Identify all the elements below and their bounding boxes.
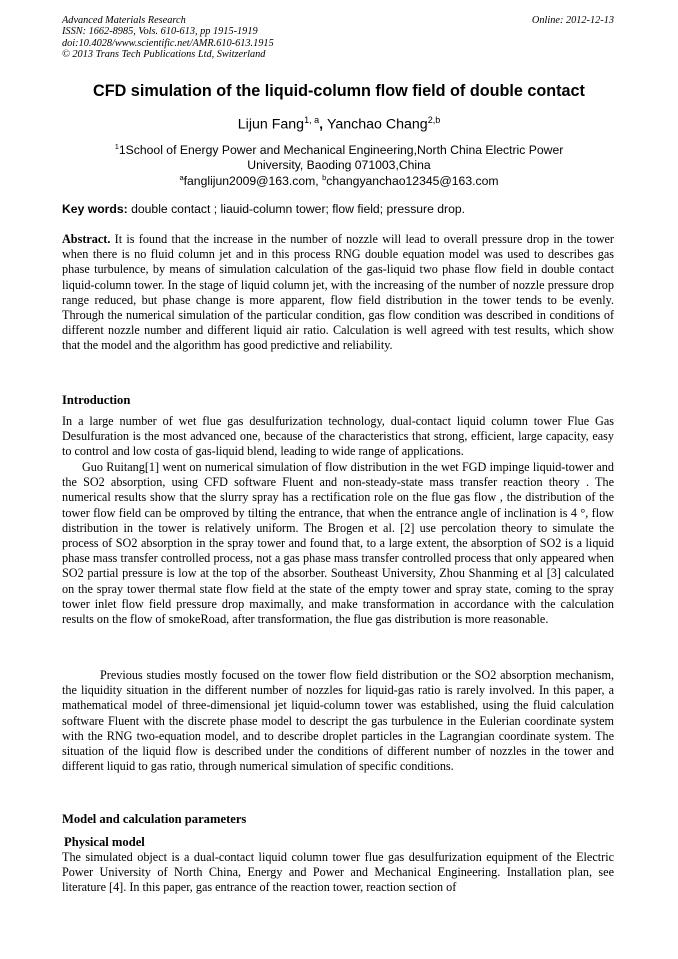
abstract-text: It is found that the increase in the number of nozzle will lead to overall pressure drop in the tower when there is no fluid column jet and in this process RNG double equation model was used to describes gas phase turbulence, by means of simulation calculation of the gas-liquid two phase flow field in double contact liquid-column tower. In the stage of liquid column jet, with the increasing of the number of nozzle pressure drop range reduced, but phase change is more apparent, flow field distribution in the tower tends to be evenly. Through the numerical simulation of the particular condition, gas flow condition was described in conditions of different nozzle number and different liquid air ratio. Calculation is well agreed with test results, which show that the model and the algorithm has good predictive and reliability. bbox=[62, 232, 614, 353]
author-affil-marker: 2,b bbox=[427, 115, 441, 125]
journal-name: Advanced Materials Research bbox=[62, 15, 186, 26]
section-heading: Introduction bbox=[62, 393, 131, 407]
email-link[interactable]: fanglijun2009@163.com bbox=[183, 174, 316, 189]
author-line bbox=[0, 115, 678, 133]
body-paragraph: Guo Ruitang[1] went on numerical simulation of flow distribution in the wet FGD impinge liquid-tower and the SO2 absorption, using CFD software Fluent and non-steady-state mass transfer reaction theory . The numerical results show that the slurry spray has a rectification role on the flue gas flow , the distribution of the tower flow field can be omproved by tilting the entrance, that when the entrance angle of inclination is 4 °, flow distribution in the tower is relatively uniform. The Brogen et al. [2] use percolation theory to simulate the process of SO2 absorption in the spray tower and found that, to a large extent, the absorption of SO2 is a liquid phase mass transfer controlled process, not a gas phase mass transfer controlled process that only appeared when SO2 partial pressure is low at the top of the absorber. Southeast University, Zhou Shanming et al [3] calculated on the spray tower thermal state flow field at the state of the empty tower and spray state, coming to the spray tower inlet flow field pressure drop maximally, and make transformation in accordance with the calculation results on the flow of smokeRoad, after transformation, the flue gas distribution is more reasonable. bbox=[62, 460, 614, 627]
issn-line: ISSN: 1662-8985, Vols. 610-613, pp 1915-1919 bbox=[62, 26, 258, 38]
author-affil-marker: 1, a bbox=[304, 115, 320, 125]
body-paragraph: In a large number of wet flue gas desulfurization technology, dual-contact liquid column tower Flue Gas Desulfuration is the most advanced one, because of the characteristics that strong, efficient, large capacity, easy to control and low costa of gas-liquid blend, leading to wide range of applications. bbox=[62, 414, 614, 459]
keywords-text: double contact ; liauid-column tower; flow field; pressure drop. bbox=[127, 202, 466, 216]
email-marker: a bbox=[179, 173, 184, 182]
author-name: Yanchao Chang bbox=[326, 116, 428, 133]
author-name: Lijun Fang bbox=[237, 116, 305, 133]
keywords bbox=[62, 202, 622, 216]
abstract bbox=[62, 232, 614, 354]
journal-header bbox=[62, 15, 274, 61]
abstract-label: Abstract. bbox=[62, 232, 111, 246]
body-paragraph: Previous studies mostly focused on the tower flow field distribution or the SO2 absorption mechanism, the liquidity situation in the different number of nozzles for liquid-gas ratio is rarely involved. In this paper, a mathematical model of three-dimensional jet liquid-column tower was established, using the fluid calculation software Fluent with the discrete phase model to descript the gas turbulence in the Eulerian coordinate system with the RNG two-equation model, and to describe droplet particles in the Lagrangian coordinate system. The situation of the liquid flow is described under the conditions of different number of nozzles in the tower and different liquid to gas ratio, through numerical simulation of specific conditions. bbox=[62, 668, 614, 774]
author-separator: , bbox=[319, 116, 327, 133]
body-paragraph: The simulated object is a dual-contact liquid column tower flue gas desulfurization equipment of the Electric Power University of North China, Energy and Power and Mechanical Engineering. Installation plan, see literature [4]. In this paper, gas entrance of the reaction tower, reaction section of bbox=[62, 850, 614, 895]
email-link[interactable]: changyanchao12345@163.com bbox=[326, 174, 499, 189]
subsection-heading: Physical model bbox=[64, 835, 145, 849]
keywords-label: Key words: bbox=[62, 202, 128, 216]
affiliation bbox=[90, 139, 588, 173]
doi-line: doi:10.4028/www.scientific.net/AMR.610-613.1915 bbox=[62, 37, 274, 49]
affiliation-marker: 1 bbox=[114, 142, 119, 151]
paper-title: CFD simulation of the liquid-column flow field of double contact bbox=[93, 82, 585, 100]
online-date: Online: 2012-12-13 bbox=[531, 15, 614, 26]
email-separator: , bbox=[315, 174, 323, 189]
email-marker: b bbox=[322, 173, 327, 182]
email-line bbox=[0, 173, 678, 188]
section-heading: Model and calculation parameters bbox=[62, 812, 247, 826]
copyright-line: © 2013 Trans Tech Publications Ltd, Switzerland bbox=[62, 49, 266, 61]
affiliation-text: 1School of Energy Power and Mechanical Engineering,North China Electric Power University, Baoding 071003,China bbox=[118, 143, 564, 173]
